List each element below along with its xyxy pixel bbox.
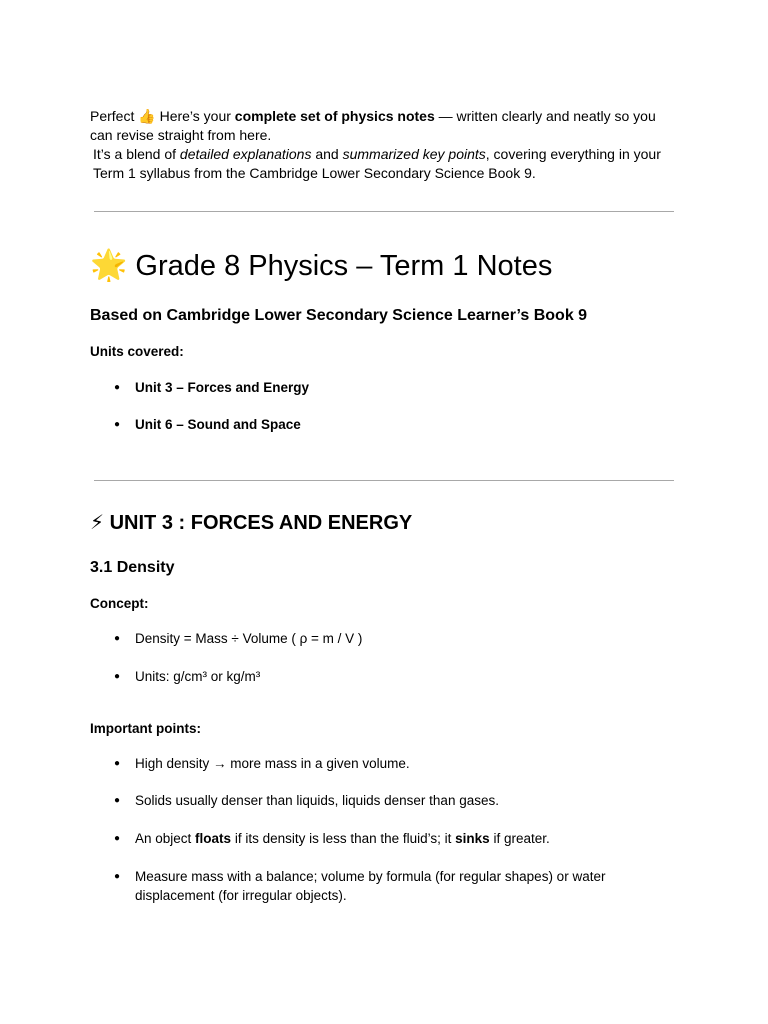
horizontal-divider-1 [94,211,674,212]
bullet-icon: ● [114,382,121,393]
page-title-text: Grade 8 Physics – Term 1 Notes [135,250,553,282]
list-item: ● High density → more mass in a given volume. [114,756,410,771]
bullet-icon: ● [114,633,121,644]
section-heading: 3.1 Density [90,559,175,576]
intro-paragraph-2: It’s a blend of detailed explanations and summarized key points, covering everything in your Term 1 syllabus from the Cambridge Lower Secondary Science Book 9. [93,146,661,181]
intro-bold-phrase: complete set of physics notes [234,108,435,124]
page-title [90,246,552,286]
sinks-term: sinks [455,831,490,846]
intro-italic-1: detailed explanations [179,146,312,162]
bullet-icon: ● [114,758,121,769]
list-item: ● Measure mass with a balance; volume by formula (for regular shapes) or water displacement (for irregular objects). [114,869,606,903]
star-icon: 🌟 [90,249,128,282]
bullet-icon: ● [114,871,121,882]
concept-label: Concept: [90,596,149,611]
important-points-label: Important points: [90,721,201,736]
thumbs-up-icon: 👍 [138,108,156,124]
list-item: ● Density = Mass ÷ Volume ( ρ = m / V ) [114,631,363,646]
bullet-icon: ● [114,419,121,430]
units-covered-label: Units covered: [90,344,184,359]
bullet-icon: ● [114,795,121,806]
list-item: ● Units: g/cm³ or kg/m³ [114,669,261,684]
lightning-icon: ⚡ [90,512,105,534]
floats-term: floats [195,831,232,846]
horizontal-divider-2 [94,480,674,481]
list-item: ● Unit 6 – Sound and Space [114,417,301,432]
bullet-icon: ● [114,671,121,682]
intro-paragraph-1: Perfect 👍 Here’s your complete set of physics notes — written clearly and neatly so you can revise straight from here. [90,108,656,143]
unit-heading-text: UNIT 3 : FORCES AND ENERGY [109,512,413,534]
intro-text [90,107,680,183]
page-subtitle: Based on Cambridge Lower Secondary Science Learner’s Book 9 [90,307,588,324]
list-item: ● An object floats if its density is less than the fluid’s; it sinks if greater. [114,831,550,846]
intro-italic-2: summarized key points [342,146,486,162]
list-item: ● Unit 3 – Forces and Energy [114,380,310,395]
bullet-icon: ● [114,833,121,844]
unit-heading [90,509,412,537]
list-item: ● Solids usually denser than liquids, liquids denser than gases. [114,793,499,808]
